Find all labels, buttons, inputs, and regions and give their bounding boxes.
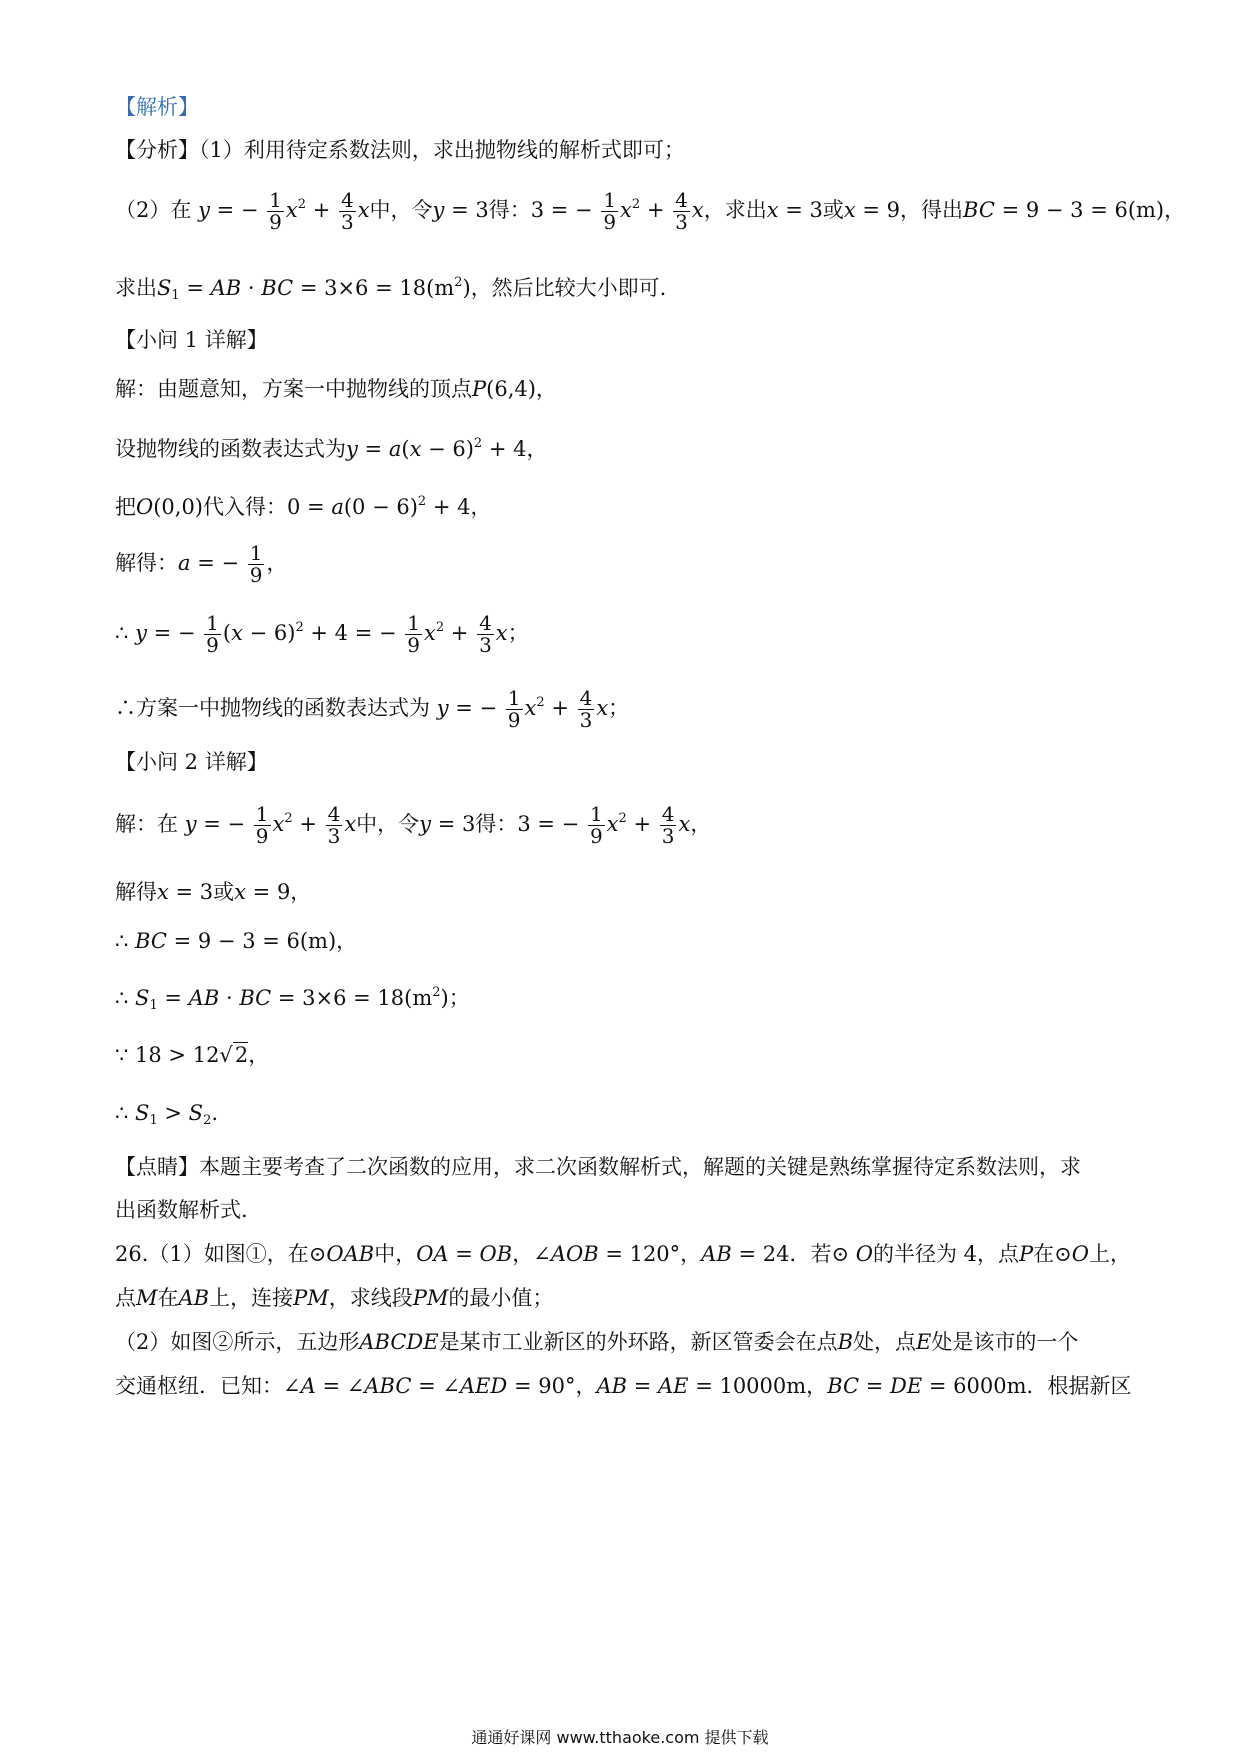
analysis-line-2: （2）在 y = − $\frac{1}{9}$ $x^2$ + $\frac{4}{3}$ x中，令y = 3得：3 = − $\frac{1}{9}$ $x^2$ + $\frac{4}{3}$ x，求出x = 3或x = 9，得出BC = 9 − 3 = 6(m)， bbox=[115, 188, 1186, 234]
comment-line-2: 出函数解析式. bbox=[115, 1198, 248, 1222]
solution2-line-2: 解得x = 3或x = 9， bbox=[115, 880, 312, 904]
solution1-line-5: ∴ y = − $\frac{1}{9}$ $(x - 6)^2 + 4$ = − $\frac{1}{9}$ $x^2$ + $\frac{4}{3}$ x； bbox=[115, 611, 529, 657]
problem26-line-3: （2）如图②所示，五边形ABCDE是某市工业新区的外环路，新区管委会在点B处，点E处是该市的一个 bbox=[115, 1330, 1079, 1354]
solution2-line-1: 解：在 y = − $\frac{1}{9}$ $x^2$ + $\frac{4}{3}$ x中，令y = 3得：3 = − $\frac{1}{9}$ $x^2$ + $\frac{4}{3}$ x， bbox=[115, 802, 712, 848]
solution1-line-2: 设抛物线的函数表达式为$y = a(x - 6)^2 + 4$， bbox=[115, 436, 548, 461]
problem26-line-1: 26.（1）如图①，在⊙OAB中，OA = OB，∠AOB = 120°，AB = 24．若⊙ O的半径为 4，点P在⊙O上， bbox=[115, 1242, 1131, 1266]
solution2-line-4: ∴ $S_1$ = AB · BC = $3\times 6 = 18(m^2)$； bbox=[115, 985, 470, 1013]
solution2-line-3: ∴ BC = 9 − 3 = 6(m)， bbox=[115, 929, 358, 953]
problem26-line-2: 点M在AB上，连接PM，求线段PM的最小值； bbox=[115, 1286, 554, 1310]
solution2-line-5: ∵ 18 > 12√2， bbox=[115, 1043, 270, 1067]
analysis-line-1: 【分析】（1）利用待定系数法则，求出抛物线的解析式即可； bbox=[115, 138, 685, 162]
section-heading: 【解析】 bbox=[115, 95, 199, 119]
solution1-line-1: 解：由题意知，方案一中抛物线的顶点P(6,4)， bbox=[115, 377, 557, 401]
page-footer: 通通好课网 www.tthaoke.com 提供下载 bbox=[471, 1728, 769, 1747]
problem26-line-4: 交通枢纽．已知：∠A = ∠ABC = ∠AED = 90°，AB = AE = 10000m，BC = DE = 6000m．根据新区 bbox=[115, 1374, 1132, 1398]
sub-question-1-heading: 【小问 1 详解】 bbox=[115, 328, 268, 352]
comment-line-1: 【点睛】本题主要考查了二次函数的应用，求二次函数解析式，解题的关键是熟练掌握待定系数法则，求 bbox=[115, 1155, 1081, 1179]
sub-question-2-heading: 【小问 2 详解】 bbox=[115, 750, 268, 774]
solution1-line-3: 把O(0,0)代入得：$0 = a(0 - 6)^2 + 4$， bbox=[115, 494, 492, 519]
analysis-line-3: 求出$S_1$ = AB · BC = $3\times 6 = 18(m^2)$，然后比较大小即可. bbox=[115, 275, 667, 303]
solution1-line-6: ∴方案一中抛物线的函数表达式为 y = − $\frac{1}{9}$ $x^2$ + $\frac{4}{3}$ x； bbox=[115, 686, 630, 732]
solution2-line-6: ∴ $S_1 > S_2$. bbox=[115, 1101, 219, 1128]
solution1-line-4: 解得：a = − $\frac{1}{9}$ ， bbox=[115, 541, 288, 587]
